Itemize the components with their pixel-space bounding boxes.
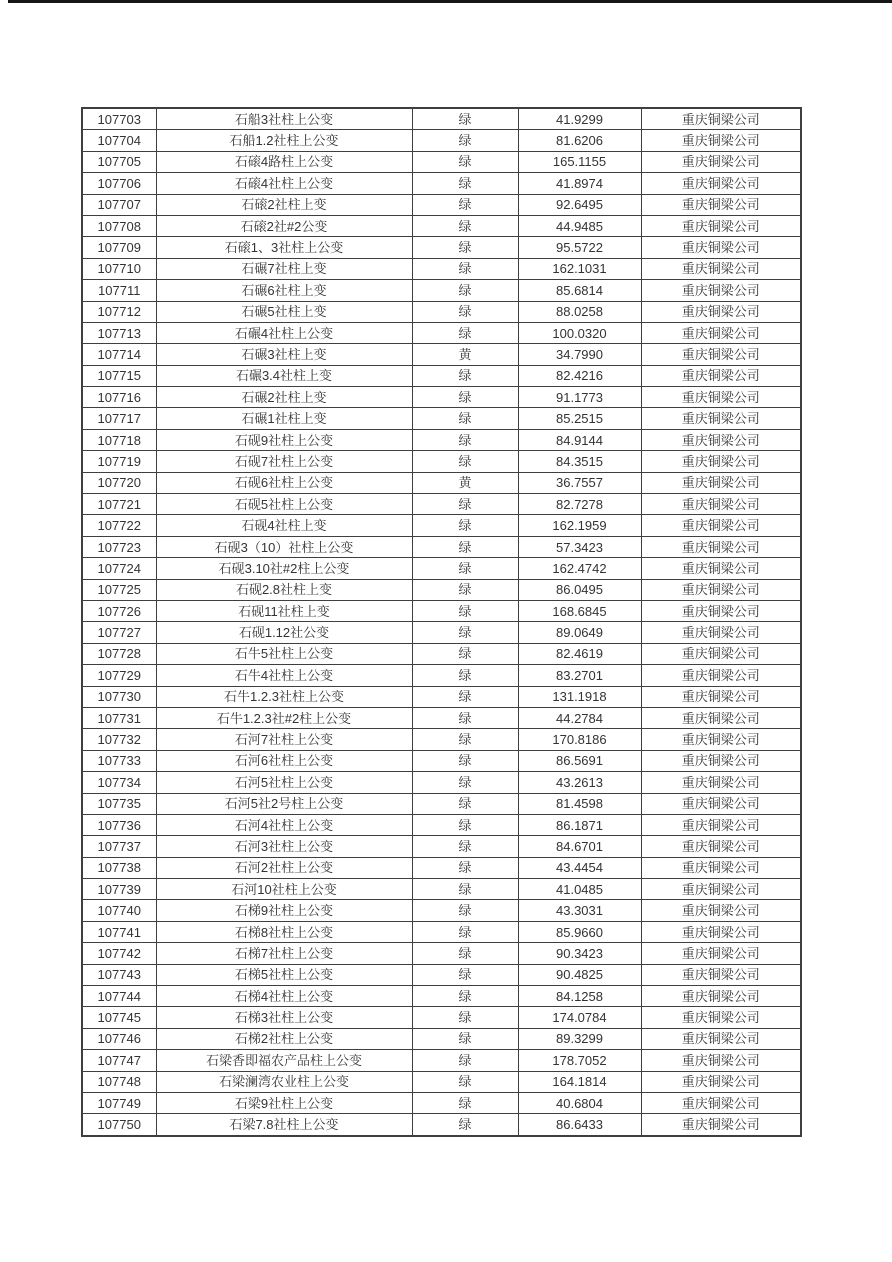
cell-id: 107716 [82,387,156,408]
cell-value: 43.4454 [518,857,641,878]
table-row [82,772,801,793]
cell-name: 石磙2社#2公变 [156,215,412,236]
cell-id: 107708 [82,215,156,236]
cell-id: 107741 [82,921,156,942]
cell-company: 重庆铜梁公司 [641,622,801,643]
cell-value: 44.9485 [518,215,641,236]
cell-status: 绿 [412,130,518,151]
cell-status: 绿 [412,1007,518,1028]
cell-name: 石砚2.8社柱上变 [156,579,412,600]
cell-value: 164.1814 [518,1071,641,1092]
cell-id: 107719 [82,451,156,472]
cell-name: 石梁香即福农产品柱上公变 [156,1050,412,1071]
table-body [82,108,801,1136]
cell-status: 绿 [412,237,518,258]
cell-value: 85.2515 [518,408,641,429]
cell-name: 石砚4社柱上变 [156,515,412,536]
table-row [82,579,801,600]
cell-name: 石河5社2号柱上公变 [156,793,412,814]
cell-status: 绿 [412,1050,518,1071]
cell-name: 石碾2社柱上变 [156,387,412,408]
cell-company: 重庆铜梁公司 [641,986,801,1007]
cell-name: 石砚1.12社公变 [156,622,412,643]
cell-status: 绿 [412,215,518,236]
page-top-edge [8,0,892,3]
cell-status: 绿 [412,558,518,579]
cell-value: 168.6845 [518,600,641,621]
cell-value: 81.4598 [518,793,641,814]
table-row [82,301,801,322]
cell-value: 82.4216 [518,365,641,386]
cell-id: 107750 [82,1114,156,1136]
cell-value: 43.3031 [518,900,641,921]
cell-id: 107743 [82,964,156,985]
cell-company: 重庆铜梁公司 [641,429,801,450]
cell-company: 重庆铜梁公司 [641,365,801,386]
cell-name: 石砚3（10）社柱上公变 [156,536,412,557]
cell-status: 绿 [412,814,518,835]
cell-status: 绿 [412,643,518,664]
cell-name: 石砚3.10社#2柱上公变 [156,558,412,579]
cell-company: 重庆铜梁公司 [641,729,801,750]
cell-status: 绿 [412,750,518,771]
cell-name: 石碾3.4社柱上变 [156,365,412,386]
cell-company: 重庆铜梁公司 [641,515,801,536]
cell-name: 石碾7社柱上变 [156,258,412,279]
cell-id: 107723 [82,536,156,557]
table-row [82,600,801,621]
cell-status: 绿 [412,494,518,515]
table-row [82,387,801,408]
cell-status: 绿 [412,258,518,279]
cell-name: 石碾4社柱上公变 [156,322,412,343]
table-row [82,943,801,964]
cell-status: 绿 [412,900,518,921]
cell-id: 107730 [82,686,156,707]
table-row [82,1114,801,1136]
cell-name: 石砚7社柱上公变 [156,451,412,472]
cell-company: 重庆铜梁公司 [641,1071,801,1092]
cell-company: 重庆铜梁公司 [641,322,801,343]
cell-name: 石梯7社柱上公变 [156,943,412,964]
cell-company: 重庆铜梁公司 [641,879,801,900]
cell-status: 绿 [412,986,518,1007]
cell-id: 107740 [82,900,156,921]
table-row [82,1050,801,1071]
table-row [82,173,801,194]
table-row [82,707,801,728]
cell-status: 绿 [412,429,518,450]
cell-name: 石碾1社柱上变 [156,408,412,429]
cell-company: 重庆铜梁公司 [641,1050,801,1071]
cell-id: 107724 [82,558,156,579]
cell-status: 绿 [412,515,518,536]
table-row [82,258,801,279]
table-row [82,558,801,579]
cell-company: 重庆铜梁公司 [641,536,801,557]
cell-value: 84.6701 [518,836,641,857]
cell-company: 重庆铜梁公司 [641,558,801,579]
cell-company: 重庆铜梁公司 [641,408,801,429]
cell-status: 绿 [412,729,518,750]
table-row [82,857,801,878]
cell-id: 107732 [82,729,156,750]
cell-id: 107715 [82,365,156,386]
cell-company: 重庆铜梁公司 [641,151,801,172]
cell-value: 85.6814 [518,280,641,301]
cell-name: 石河10社柱上公变 [156,879,412,900]
cell-value: 88.0258 [518,301,641,322]
cell-value: 41.9299 [518,108,641,130]
table-row [82,879,801,900]
cell-id: 107718 [82,429,156,450]
cell-name: 石河6社柱上公变 [156,750,412,771]
cell-value: 89.3299 [518,1028,641,1049]
table-row [82,515,801,536]
cell-value: 90.3423 [518,943,641,964]
cell-status: 绿 [412,536,518,557]
cell-name: 石河5社柱上公变 [156,772,412,793]
table-row [82,986,801,1007]
cell-company: 重庆铜梁公司 [641,1007,801,1028]
cell-name: 石船1.2社柱上公变 [156,130,412,151]
cell-id: 107748 [82,1071,156,1092]
cell-value: 178.7052 [518,1050,641,1071]
cell-value: 100.0320 [518,322,641,343]
table-row [82,622,801,643]
cell-id: 107737 [82,836,156,857]
cell-name: 石磙4社柱上公变 [156,173,412,194]
table-row [82,1092,801,1113]
cell-company: 重庆铜梁公司 [641,943,801,964]
cell-name: 石碾3社柱上变 [156,344,412,365]
cell-value: 81.6206 [518,130,641,151]
cell-value: 91.1773 [518,387,641,408]
cell-company: 重庆铜梁公司 [641,793,801,814]
table-row [82,536,801,557]
cell-status: 绿 [412,108,518,130]
cell-status: 绿 [412,921,518,942]
table-row [82,494,801,515]
cell-company: 重庆铜梁公司 [641,772,801,793]
table-row [82,729,801,750]
table-row [82,108,801,130]
cell-company: 重庆铜梁公司 [641,215,801,236]
cell-company: 重庆铜梁公司 [641,451,801,472]
cell-company: 重庆铜梁公司 [641,686,801,707]
cell-value: 131.1918 [518,686,641,707]
cell-name: 石梁9社柱上公变 [156,1092,412,1113]
table-row [82,793,801,814]
cell-status: 绿 [412,1028,518,1049]
cell-name: 石牛5社柱上公变 [156,643,412,664]
cell-company: 重庆铜梁公司 [641,665,801,686]
cell-value: 86.5691 [518,750,641,771]
cell-company: 重庆铜梁公司 [641,921,801,942]
table-row [82,686,801,707]
cell-company: 重庆铜梁公司 [641,130,801,151]
cell-id: 107725 [82,579,156,600]
cell-status: 绿 [412,387,518,408]
cell-id: 107729 [82,665,156,686]
cell-value: 86.0495 [518,579,641,600]
table-row [82,322,801,343]
cell-id: 107731 [82,707,156,728]
cell-company: 重庆铜梁公司 [641,108,801,130]
cell-id: 107706 [82,173,156,194]
cell-status: 绿 [412,280,518,301]
cell-id: 107747 [82,1050,156,1071]
cell-company: 重庆铜梁公司 [641,344,801,365]
cell-value: 95.5722 [518,237,641,258]
cell-value: 170.8186 [518,729,641,750]
cell-status: 绿 [412,1071,518,1092]
cell-id: 107728 [82,643,156,664]
cell-id: 107704 [82,130,156,151]
cell-name: 石河4社柱上公变 [156,814,412,835]
cell-name: 石梁澜湾农业柱上公变 [156,1071,412,1092]
cell-company: 重庆铜梁公司 [641,472,801,493]
cell-value: 84.9144 [518,429,641,450]
cell-id: 107733 [82,750,156,771]
cell-status: 绿 [412,857,518,878]
cell-id: 107707 [82,194,156,215]
cell-value: 34.7990 [518,344,641,365]
table-row [82,130,801,151]
cell-company: 重庆铜梁公司 [641,494,801,515]
cell-company: 重庆铜梁公司 [641,1092,801,1113]
table-row [82,280,801,301]
table-row [82,643,801,664]
cell-id: 107703 [82,108,156,130]
cell-id: 107717 [82,408,156,429]
cell-status: 绿 [412,600,518,621]
cell-status: 绿 [412,964,518,985]
cell-status: 绿 [412,665,518,686]
table-row [82,472,801,493]
cell-company: 重庆铜梁公司 [641,964,801,985]
table-row [82,194,801,215]
cell-id: 107714 [82,344,156,365]
cell-id: 107734 [82,772,156,793]
table-row [82,1007,801,1028]
cell-name: 石砚6社柱上公变 [156,472,412,493]
cell-value: 43.2613 [518,772,641,793]
cell-id: 107744 [82,986,156,1007]
cell-name: 石梯4社柱上公变 [156,986,412,1007]
cell-name: 石磙4路柱上公变 [156,151,412,172]
cell-status: 绿 [412,194,518,215]
cell-company: 重庆铜梁公司 [641,814,801,835]
cell-value: 86.1871 [518,814,641,835]
cell-company: 重庆铜梁公司 [641,258,801,279]
table-row [82,836,801,857]
cell-name: 石碾6社柱上变 [156,280,412,301]
cell-value: 85.9660 [518,921,641,942]
cell-company: 重庆铜梁公司 [641,857,801,878]
cell-name: 石磙1、3社柱上公变 [156,237,412,258]
table-row [82,237,801,258]
cell-name: 石牛4社柱上公变 [156,665,412,686]
cell-value: 89.0649 [518,622,641,643]
cell-id: 107739 [82,879,156,900]
table-row [82,408,801,429]
cell-status: 绿 [412,301,518,322]
cell-id: 107720 [82,472,156,493]
cell-value: 86.6433 [518,1114,641,1136]
table-row [82,814,801,835]
cell-status: 绿 [412,836,518,857]
cell-name: 石碾5社柱上变 [156,301,412,322]
cell-name: 石船3社柱上公变 [156,108,412,130]
cell-id: 107712 [82,301,156,322]
cell-company: 重庆铜梁公司 [641,1028,801,1049]
cell-name: 石梯8社柱上公变 [156,921,412,942]
cell-name: 石河2社柱上公变 [156,857,412,878]
table-row [82,451,801,472]
cell-value: 36.7557 [518,472,641,493]
cell-id: 107727 [82,622,156,643]
cell-status: 绿 [412,173,518,194]
cell-name: 石牛1.2.3社#2柱上公变 [156,707,412,728]
cell-status: 绿 [412,151,518,172]
cell-name: 石梯9社柱上公变 [156,900,412,921]
cell-company: 重庆铜梁公司 [641,600,801,621]
transformer-table [81,107,802,1137]
cell-company: 重庆铜梁公司 [641,750,801,771]
cell-company: 重庆铜梁公司 [641,707,801,728]
cell-value: 40.6804 [518,1092,641,1113]
cell-id: 107726 [82,600,156,621]
cell-company: 重庆铜梁公司 [641,280,801,301]
cell-status: 绿 [412,365,518,386]
cell-value: 162.4742 [518,558,641,579]
cell-id: 107710 [82,258,156,279]
cell-status: 绿 [412,879,518,900]
cell-value: 90.4825 [518,964,641,985]
cell-value: 57.3423 [518,536,641,557]
cell-id: 107749 [82,1092,156,1113]
cell-status: 绿 [412,1114,518,1136]
cell-name: 石砚9社柱上公变 [156,429,412,450]
cell-company: 重庆铜梁公司 [641,301,801,322]
table-row [82,665,801,686]
cell-name: 石梯2社柱上公变 [156,1028,412,1049]
cell-name: 石梁7.8社柱上公变 [156,1114,412,1136]
cell-id: 107738 [82,857,156,878]
cell-id: 107722 [82,515,156,536]
cell-value: 82.4619 [518,643,641,664]
cell-value: 84.3515 [518,451,641,472]
cell-status: 绿 [412,322,518,343]
cell-id: 107746 [82,1028,156,1049]
cell-status: 黄 [412,344,518,365]
cell-status: 绿 [412,707,518,728]
cell-company: 重庆铜梁公司 [641,1114,801,1136]
cell-company: 重庆铜梁公司 [641,387,801,408]
cell-value: 162.1959 [518,515,641,536]
cell-id: 107736 [82,814,156,835]
cell-id: 107745 [82,1007,156,1028]
table-row [82,921,801,942]
cell-value: 41.8974 [518,173,641,194]
cell-value: 41.0485 [518,879,641,900]
cell-id: 107742 [82,943,156,964]
cell-status: 绿 [412,451,518,472]
table-row [82,215,801,236]
cell-id: 107709 [82,237,156,258]
cell-value: 82.7278 [518,494,641,515]
cell-status: 绿 [412,686,518,707]
cell-company: 重庆铜梁公司 [641,237,801,258]
cell-name: 石河3社柱上公变 [156,836,412,857]
cell-company: 重庆铜梁公司 [641,900,801,921]
cell-status: 绿 [412,408,518,429]
cell-company: 重庆铜梁公司 [641,579,801,600]
cell-company: 重庆铜梁公司 [641,194,801,215]
table-row [82,1071,801,1092]
cell-id: 107705 [82,151,156,172]
cell-status: 绿 [412,772,518,793]
cell-id: 107721 [82,494,156,515]
cell-status: 黄 [412,472,518,493]
table-row [82,344,801,365]
cell-name: 石河7社柱上公变 [156,729,412,750]
cell-value: 162.1031 [518,258,641,279]
cell-status: 绿 [412,1092,518,1113]
cell-name: 石砚11社柱上变 [156,600,412,621]
cell-value: 44.2784 [518,707,641,728]
cell-name: 石磙2社柱上变 [156,194,412,215]
cell-id: 107711 [82,280,156,301]
cell-name: 石砚5社柱上公变 [156,494,412,515]
table-row [82,900,801,921]
cell-value: 83.2701 [518,665,641,686]
cell-company: 重庆铜梁公司 [641,836,801,857]
cell-value: 84.1258 [518,986,641,1007]
cell-name: 石梯5社柱上公变 [156,964,412,985]
table-row [82,750,801,771]
table-row [82,429,801,450]
cell-value: 92.6495 [518,194,641,215]
table-row [82,365,801,386]
table-row [82,1028,801,1049]
cell-value: 165.1155 [518,151,641,172]
cell-status: 绿 [412,943,518,964]
cell-status: 绿 [412,793,518,814]
cell-name: 石牛1.2.3社柱上公变 [156,686,412,707]
cell-company: 重庆铜梁公司 [641,173,801,194]
cell-name: 石梯3社柱上公变 [156,1007,412,1028]
cell-id: 107713 [82,322,156,343]
cell-status: 绿 [412,579,518,600]
table-row [82,964,801,985]
table-row [82,151,801,172]
cell-status: 绿 [412,622,518,643]
cell-company: 重庆铜梁公司 [641,643,801,664]
cell-value: 174.0784 [518,1007,641,1028]
cell-id: 107735 [82,793,156,814]
